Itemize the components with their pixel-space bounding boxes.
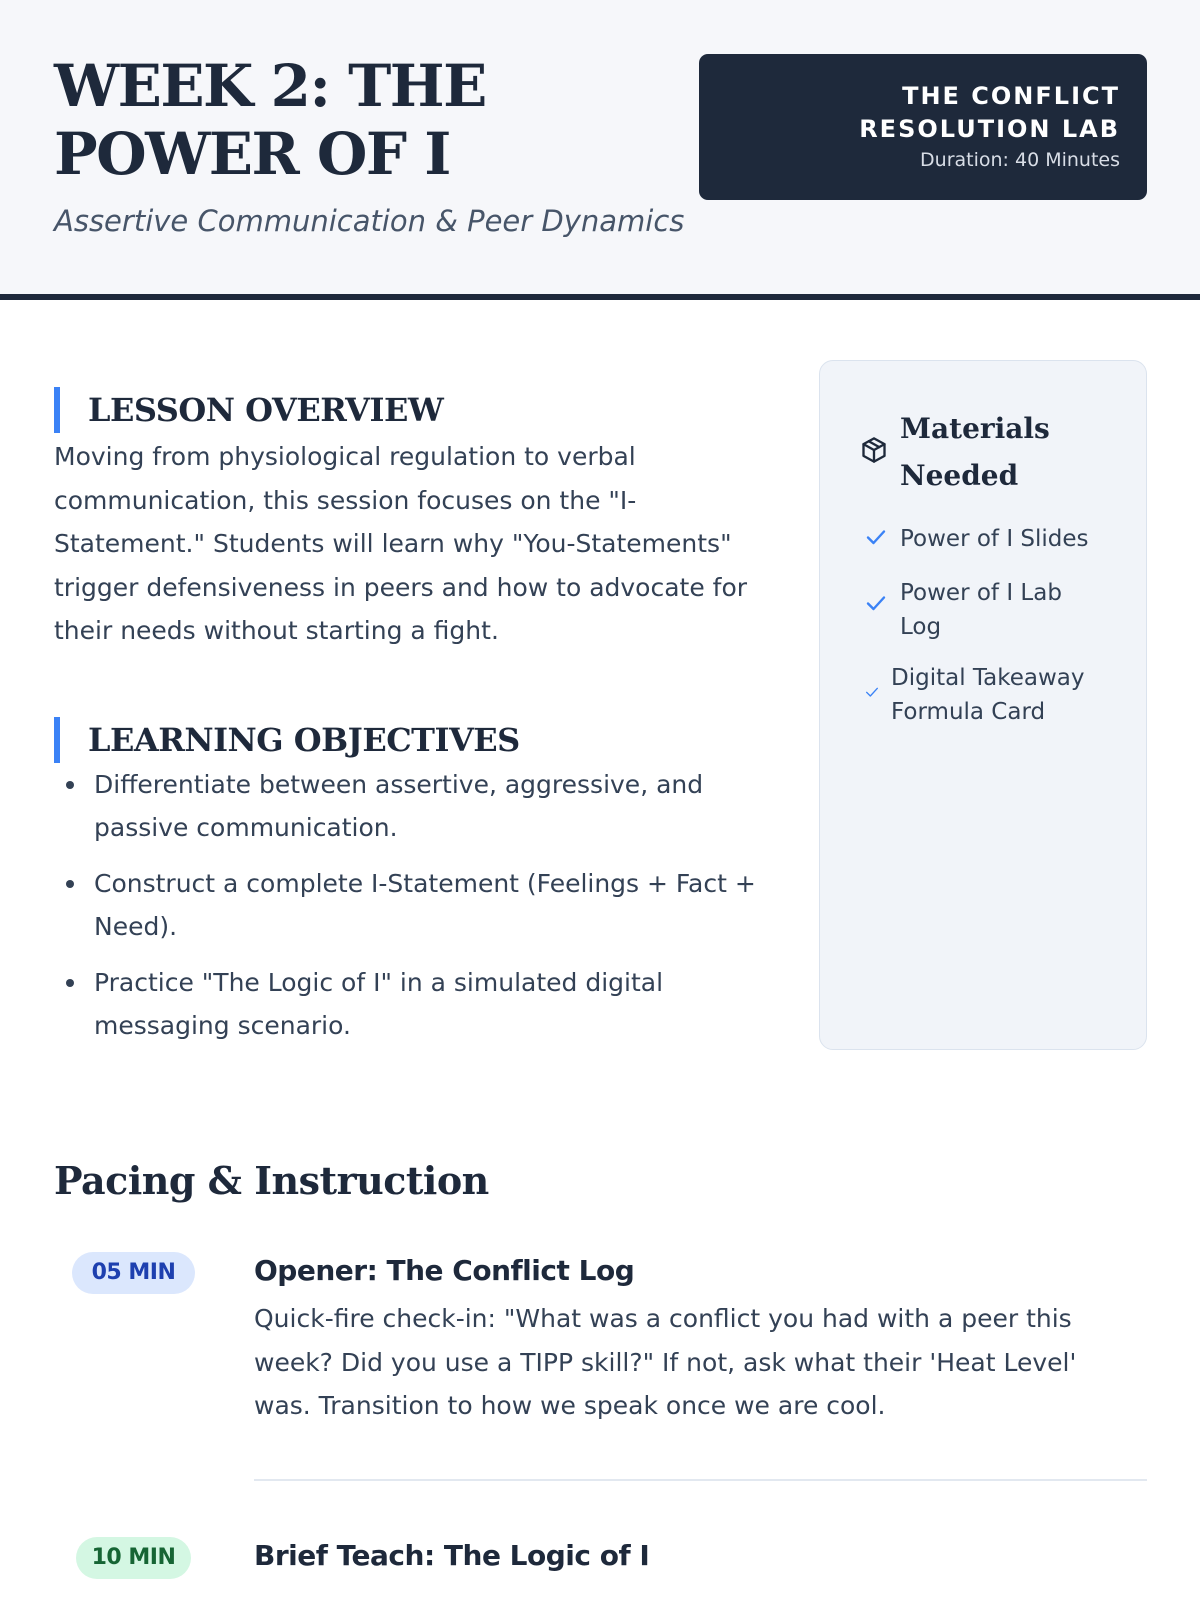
- course-badge-title: THE CONFLICT RESOLUTION LAB: [859, 82, 1120, 143]
- step-description: Quick-fire check-in: "What was a conflict you had with a peer this week? Did you use a TIPP skill?" If not, ask what their 'Heat Level' was. Transition to how we speak once we are cool.: [254, 1304, 1077, 1420]
- check-icon: [864, 525, 888, 553]
- course-badge: [699, 54, 1147, 200]
- step-title: Opener: The Conflict Log: [254, 1254, 635, 1287]
- step-divider: [254, 1479, 1147, 1481]
- material-item: Digital Takeaway Formula Card: [891, 665, 1085, 725]
- box-icon: [860, 436, 888, 468]
- materials-card: [819, 360, 1147, 1050]
- lesson-header: [0, 0, 1200, 300]
- pacing-heading: Pacing & Instruction: [54, 1158, 489, 1203]
- objective-item: Differentiate between assertive, aggressive, and passive communication.: [54, 763, 774, 849]
- time-badge: 10 MIN: [76, 1537, 191, 1579]
- time-badge: 05 MIN: [72, 1252, 195, 1294]
- materials-title: Materials Needed: [900, 412, 1050, 492]
- overview-heading: LESSON OVERVIEW: [54, 387, 443, 433]
- page-title: WEEK 2: THE POWER OF I: [54, 52, 486, 188]
- step-title: Brief Teach: The Logic of I: [254, 1539, 650, 1572]
- overview-text: Moving from physiological regulation to verbal communication, this session focuses on the "I-Statement." Students will learn why "You-Statements" trigger defensiveness in peers and how to advocate for their needs without starting a fight.: [54, 442, 748, 645]
- check-icon: [864, 684, 880, 704]
- course-duration: Duration: 40 Minutes: [920, 149, 1120, 171]
- objectives-heading: LEARNING OBJECTIVES: [54, 717, 520, 763]
- check-icon: [864, 591, 888, 619]
- page-subtitle: Assertive Communication & Peer Dynamics: [54, 204, 685, 238]
- objectives-list: [54, 763, 774, 1060]
- objective-item: Practice "The Logic of I" in a simulated digital messaging scenario.: [54, 961, 774, 1047]
- material-item: Power of I Slides: [900, 526, 1089, 552]
- material-item: Power of I Lab Log: [900, 580, 1062, 640]
- objective-item: Construct a complete I-Statement (Feelings + Fact + Need).: [54, 862, 774, 948]
